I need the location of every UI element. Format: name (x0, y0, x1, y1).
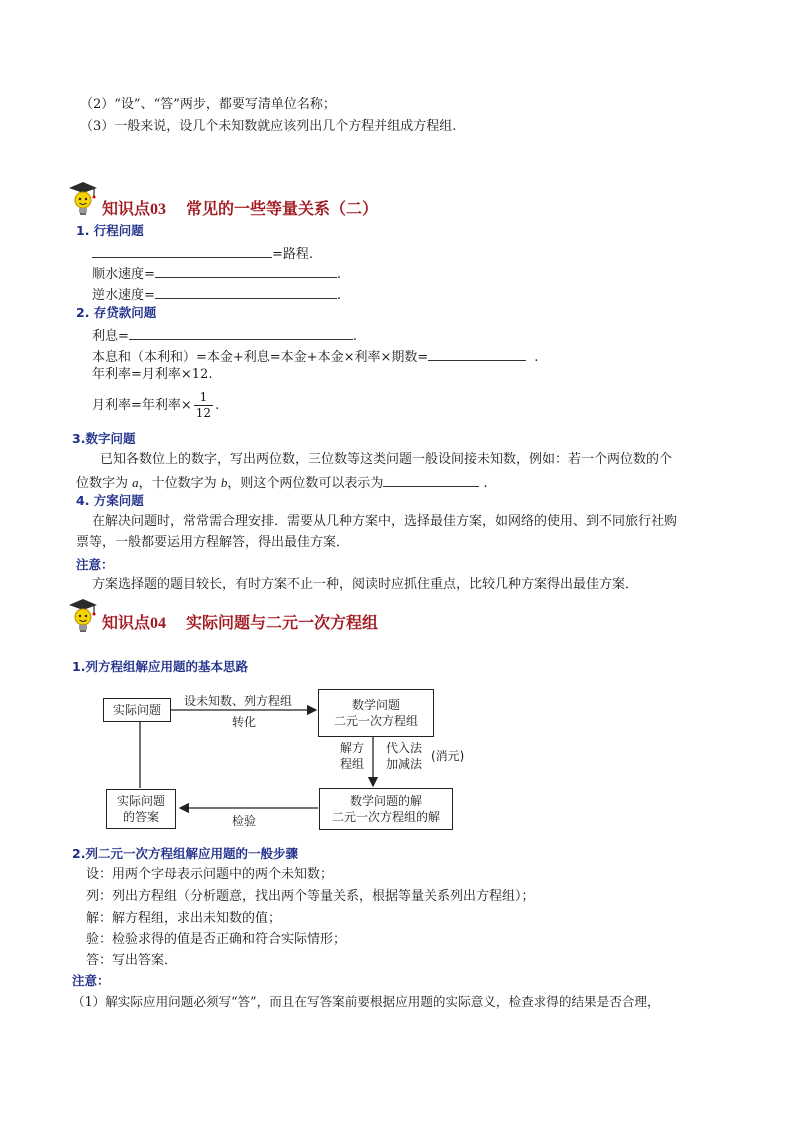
step-item: 解：解方程组，求出未知数的值； (86, 911, 282, 926)
section-03-title-text: 常见的一些等量关系（二） (186, 199, 379, 218)
period: . (336, 288, 342, 303)
flow-box-text: 数学问题的解 (349, 794, 422, 808)
step-item: 验：检验求得的值是否正确和符合实际情形； (86, 932, 347, 947)
section-03-number: 知识点03 (102, 201, 167, 218)
answer-blank[interactable] (155, 263, 337, 278)
step-item: 答：写出答案． (86, 953, 178, 968)
flow-box-math-problem (318, 689, 434, 737)
flow-label-elimination: 加减法 (386, 757, 423, 771)
flow-box-text: 数学问题 (351, 698, 400, 712)
number-para-line-2 (76, 472, 487, 493)
travel-line-2 (92, 263, 341, 284)
section-04-number: 知识点04 (102, 615, 167, 632)
step-item: 设：用两个字母表示问题中的两个未知数； (86, 867, 334, 882)
scholar-mascot-icon (68, 597, 98, 633)
answer-blank[interactable] (92, 243, 272, 258)
text: ，则这个两位数可以表示为 (227, 476, 384, 491)
fraction-numerator: 1 (194, 390, 213, 406)
note-text: 方案选择题的题目较长，有时方案不止一种，阅读时应抓住重点，比较几种方案得出最佳方案． (92, 577, 639, 592)
flow-label-elimination-note: (消元) (431, 749, 465, 763)
interest-label: 利息= (92, 329, 129, 344)
flow-box-text: 二元一次方程组的解 (331, 810, 440, 824)
item-approach-heading: 1.列方程组解应用题的基本思路 (72, 659, 248, 674)
period: . (215, 398, 220, 413)
travel-line-3 (92, 284, 341, 305)
deposit-line-1 (92, 325, 357, 346)
monthly-rate-label: 月利率=年利率× (92, 398, 192, 413)
variable-a: a (132, 475, 139, 490)
fraction-denominator: 12 (195, 406, 212, 420)
note-line-1: （1）解实际应用问题必须写“答”，而且在写答案前要根据应用题的实际意义，检查求得的结果是否合理， (72, 994, 660, 1009)
period: . (336, 267, 342, 282)
deposit-line-3: 年利率=月利率×12. (92, 367, 213, 382)
item-travel-heading: 1. 行程问题 (76, 223, 144, 238)
intro-line-2: （2）“设”、“答”两步，都要写清单位名称； (80, 97, 336, 112)
note-label: 注意： (76, 557, 114, 572)
period: . (483, 476, 488, 491)
section-04-title (102, 612, 378, 635)
text: 位数字为 (76, 476, 129, 491)
plan-para-line-1: 在解决问题时，常常需合理安排．需要从几种方案中，选择最佳方案，如网络的使用、到不同旅行社购 (92, 514, 678, 529)
flow-label-solve-1: 解方 (340, 741, 365, 755)
flow-box-text: 二元一次方程组 (333, 714, 418, 728)
flow-box-math-solution (319, 788, 453, 830)
item-number-heading: 3.数字问题 (72, 431, 136, 446)
deposit-line-2 (92, 346, 538, 367)
item-steps-heading: 2.列二元一次方程组解应用题的一般步骤 (72, 846, 298, 861)
downstream-speed-label: 顺水速度= (92, 267, 155, 282)
flow-label-transform: 转化 (232, 715, 257, 729)
flow-label-check: 检验 (232, 814, 257, 828)
answer-blank[interactable] (155, 284, 337, 299)
number-para-line-1: 已知各数位上的数字，写出两位数，三位数等这类问题一般设间接未知数，例如：若一个两位数的个 (100, 452, 673, 467)
answer-blank[interactable] (383, 472, 479, 487)
step-item: 列：列出方程组（分析题意，找出两个等量关系，根据等量关系列出方程组）； (86, 889, 535, 904)
intro-line-3: （3）一般来说，设几个未知数就应该列出几个方程并组成方程组. (80, 119, 457, 134)
period: . (534, 350, 539, 365)
flow-box-real-answer (106, 789, 176, 829)
upstream-speed-label: 逆水速度= (92, 288, 155, 303)
item-deposit-heading: 2. 存贷款问题 (76, 305, 157, 320)
principal-interest-label: 本息和（本利和）=本金+利息=本金+本金×利率×期数= (92, 350, 429, 365)
flow-box-text: 实际问题 (116, 794, 165, 808)
flow-box-real-problem (103, 698, 171, 722)
note-label: 注意： (72, 973, 110, 988)
travel-line-1 (92, 243, 313, 264)
scholar-mascot-icon (68, 180, 98, 216)
answer-blank[interactable] (129, 325, 353, 340)
section-04-title-text: 实际问题与二元一次方程组 (186, 613, 379, 632)
fraction (194, 390, 213, 421)
plan-para-line-2: 票等，一般都要运用方程解答，得出最佳方案． (76, 535, 350, 550)
flow-label-solve-2: 程组 (340, 757, 365, 771)
text: ，十位数字为 (138, 476, 217, 491)
item-plan-heading: 4. 方案问题 (76, 493, 144, 508)
flow-box-text: 实际问题 (112, 703, 161, 717)
answer-blank[interactable] (428, 346, 526, 361)
flow-box-text: 的答案 (122, 810, 159, 824)
travel-line-1-suffix: =路程. (272, 247, 314, 262)
deposit-line-4 (92, 389, 219, 423)
flow-label-substitution: 代入法 (386, 741, 423, 755)
flow-label-set-equations: 设未知数、列方程组 (184, 694, 293, 708)
variable-b: b (220, 475, 228, 490)
section-03-title (102, 198, 378, 221)
period: . (352, 329, 358, 344)
